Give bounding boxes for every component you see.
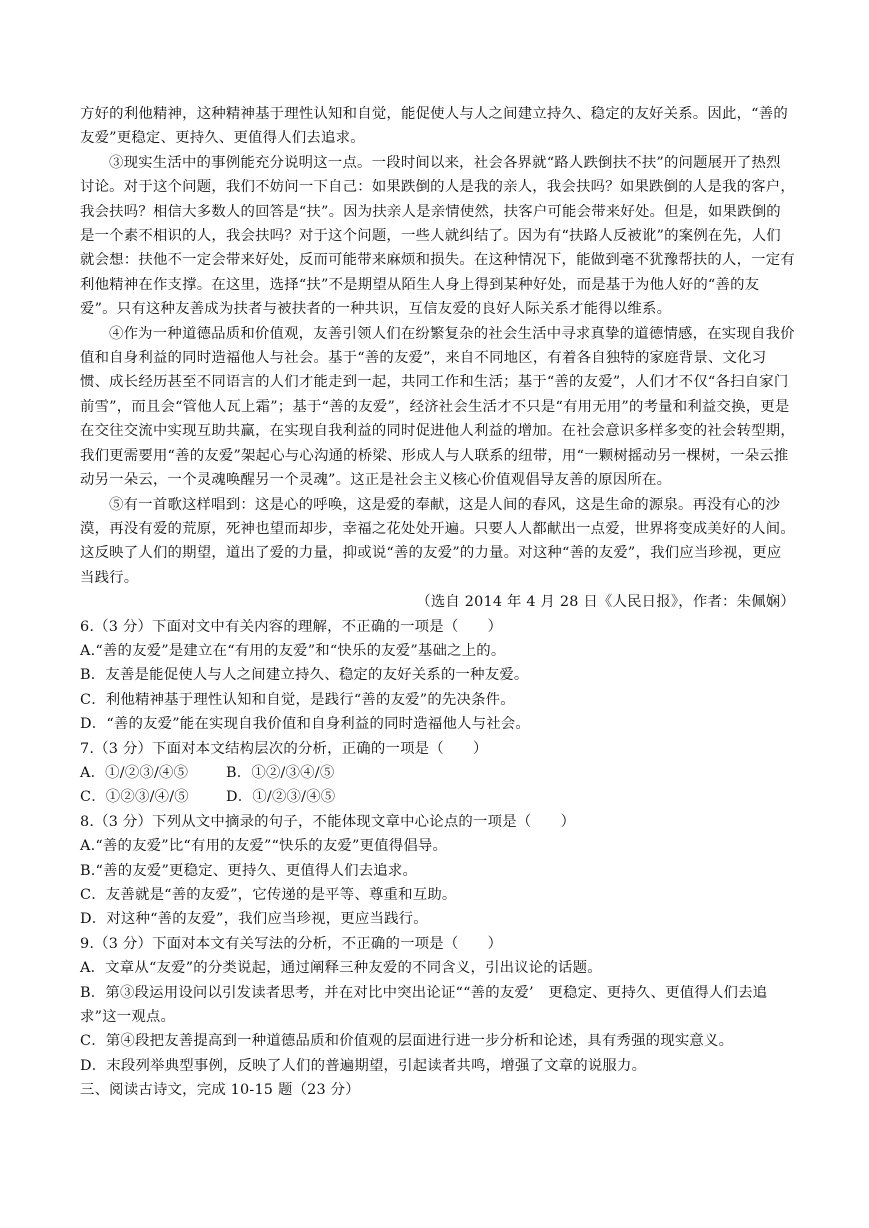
paragraph-continued: 方好的利他精神，这种精神基于理性认知和自觉，能促使人与人之间建立持久、稳定的友好关系。因此，“善的友爱”更稳定、更持久、更值得人们去追求。 — [80, 106, 788, 147]
question-7-option-a: A．①/②③/④⑤ — [80, 764, 189, 781]
question-9-option-d: D．末段列举典型事例，反映了人们的普遍期望，引起读者共鸣，增强了文章的说服力。 — [80, 1057, 647, 1074]
question-7-option-d: D．①/②③/④⑤ — [226, 789, 336, 806]
question-8-stem: 8.（3 分）下列从文中摘录的句子，不能体现文章中心论点的一项是（ ） — [80, 813, 576, 830]
question-9-stem: 9.（3 分）下面对本文有关写法的分析，不正确的一项是（ ） — [80, 935, 503, 952]
question-7-option-c: C．①②③/④/⑤ — [80, 789, 189, 806]
question-6-option-d: D．“善的友爱”能在实现自我价值和自身利益的同时造福他人与社会。 — [80, 716, 530, 733]
paragraph-5: ⑤有一首歌这样唱到：这是心的呼唤，这是爱的奉献，这是人间的春风，这是生命的源泉。再没有心的沙漠，再没有爱的荒原，死神也望而却步，幸福之花处处开遍。只要人人都献出一点爱，世界将变成美好的人间。这反映了人们的期望，道出了爱的力量，抑或说“善的友爱”的力量。对这种“善的友爱”，我们应当珍视，更应当践行。 — [80, 496, 795, 586]
question-7-options-row-2 — [80, 785, 795, 809]
paragraph-3: ③现实生活中的事例能充分说明这一点。一段时间以来，社会各界就“路人跌倒扶不扶”的问题展开了热烈讨论。对于这个问题，我们不妨问一下自己：如果跌倒的人是我的亲人，我会扶吗？如果跌倒的人是我的客户，我会扶吗？相信大多数人的回答是“扶”。因为扶亲人是亲情使然，扶客户可能会带来好处。但是，如果跌倒的是一个素不相识的人，我会扶吗？对于这个问题，一些人就纠结了。因为有“扶路人反被讹”的案例在先，人们就会想：扶他不一定会带来好处，反而可能带来麻烦和损失。在这种情况下，能做到毫不犹豫帮扶的人，一定有利他精神在作支撑。在这里，选择“扶”不是期望从陌生人身上得到某种好处，而是基于为他人好的“善的友爱”。只有这种友善成为扶者与被扶者的一种共识，互信友爱的良好人际关系才能得以维系。 — [80, 154, 795, 318]
question-7-options-row-1 — [80, 761, 795, 785]
question-8-option-b: B.“善的友爱”更稳定、更持久、更值得人们去追求。 — [80, 862, 418, 879]
source-citation: （选自 2014 年 4 月 28 日《人民日报》，作者：朱佩娴） — [416, 594, 795, 611]
question-9-option-a: A．文章从“友爱”的分类说起，通过阐释三种友爱的不同含义，引出议论的话题。 — [80, 960, 602, 977]
paragraph-4: ④作为一种道德品质和价值观，友善引领人们在纷繁复杂的社会生活中寻求真挚的道德情感，在实现自我价值和自身利益的同时造福他人与社会。基于“善的友爱”，来自不同地区，有着各自独特的家庭背景、文化习惯、成长经历甚至不同语言的人们才能走到一起，共同工作和生活；基于“善的友爱”，人们才不仅“各扫自家门前雪”，而且会“管他人瓦上霜”；基于“善的友爱”，经济社会生活才不只是“有用无用”的考量和利益交换，更是在交往交流中实现互助共赢，在实现自我利益的同时促进他人利益的增加。在社会意识多样多变的社会转型期，我们更需要用“善的友爱”架起心与心沟通的桥梁、形成人与人联系的纽带，用“一颗树摇动另一棵树，一朵云推动另一朵云，一个灵魂唤醒另一个灵魂”。这正是社会主义核心价值观倡导友善的原因所在。 — [80, 325, 795, 489]
document-page — [80, 102, 795, 1103]
section-3-heading: 三、阅读古诗文，完成 10-15 题（23 分） — [80, 1082, 360, 1099]
question-8-option-c: C．友善就是“善的友爱”，它传递的是平等、尊重和互助。 — [80, 887, 457, 903]
question-8-option-a: A.“善的友爱”比“有用的友爱”“快乐的友爱”更值得倡导。 — [80, 838, 448, 855]
question-8-option-d: D．对这种“善的友爱”，我们应当珍视，更应当践行。 — [80, 911, 428, 928]
question-7-option-b: B．①②/③④/⑤ — [226, 764, 335, 781]
question-6-option-c: C．利他精神基于理性认知和自觉，是践行“善的友爱”的先决条件。 — [80, 691, 515, 708]
question-9-option-c: C．第④段把友善提高到一种道德品质和价值观的层面进行进一步分析和论述，具有秀强的现实意义。 — [80, 1033, 734, 1050]
question-7-stem: 7.（3 分）下面对本文结构层次的分析，正确的一项是（ ） — [80, 740, 488, 757]
question-6-option-a: A.“善的友爱”是建立在“有用的友爱”和“快乐的友爱”基础之上的。 — [80, 642, 506, 659]
question-6-option-b: B．友善是能促使人与人之间建立持久、稳定的友好关系的一种友爱。 — [80, 667, 529, 684]
question-6-stem: 6.（3 分）下面对文中有关内容的理解，不正确的一项是（ ） — [80, 618, 503, 635]
question-9-option-b: B．第③段运用设问以引发读者思考，并在对比中突出论证““善的友爱’ 更稳定、更持久、更值得人们去追求”这一观点。 — [80, 984, 768, 1026]
